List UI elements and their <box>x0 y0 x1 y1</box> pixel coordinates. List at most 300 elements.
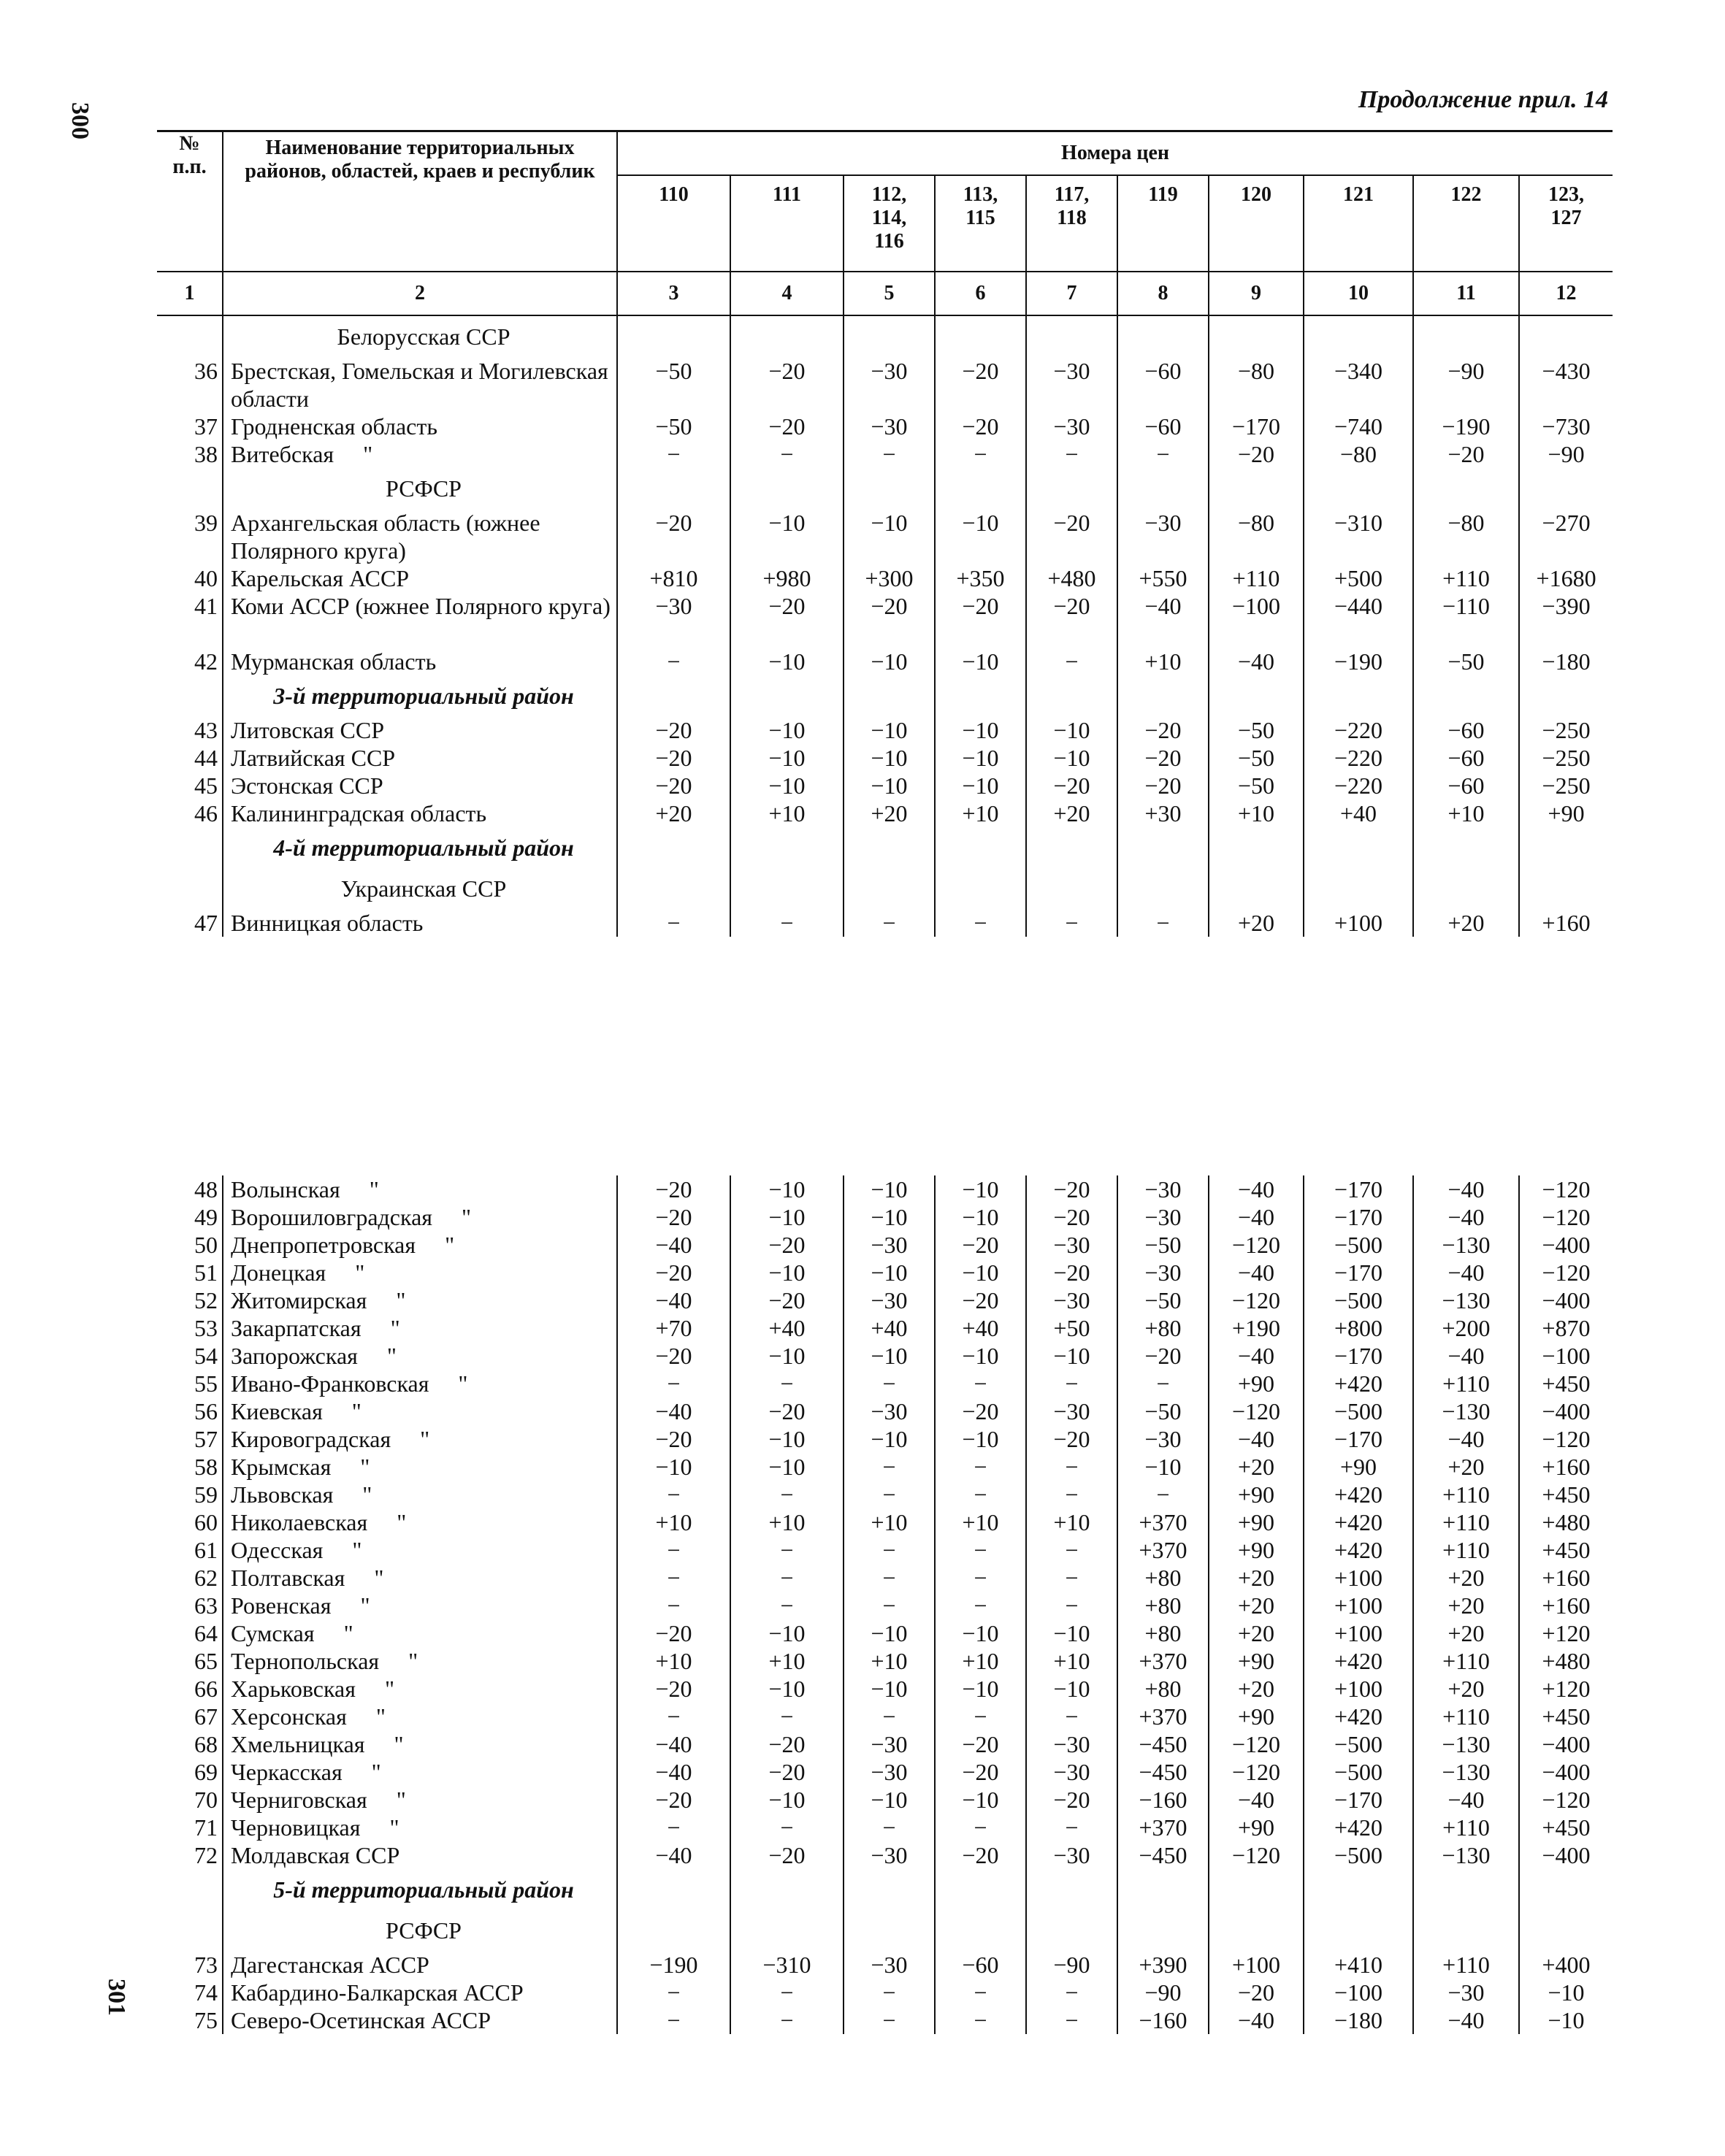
price-value: − <box>1026 1979 1117 2006</box>
price-value: +450 <box>1519 1703 1613 1730</box>
price-value: − <box>935 2006 1026 2034</box>
row-number: 40 <box>157 564 223 592</box>
price-table-top <box>157 130 1613 937</box>
price-value: −170 <box>1209 413 1304 440</box>
row-number: 42 <box>157 648 223 675</box>
price-value: +20 <box>1209 1564 1304 1592</box>
row-number: 72 <box>157 1841 223 1869</box>
price-value: − <box>1026 1564 1117 1592</box>
table-row <box>157 413 1613 440</box>
empty-cell <box>730 1869 844 1910</box>
region-name <box>223 1481 617 1508</box>
price-value: −10 <box>730 1342 844 1370</box>
price-value: +110 <box>1413 1481 1519 1508</box>
price-value: −30 <box>844 1397 935 1425</box>
row-number: 45 <box>157 772 223 799</box>
price-value: +160 <box>1519 1453 1613 1481</box>
empty-cell <box>844 315 935 357</box>
price-value: +370 <box>1117 1703 1209 1730</box>
price-value: −120 <box>1209 1397 1304 1425</box>
empty-cell <box>1209 315 1304 357</box>
price-value: −20 <box>1117 716 1209 744</box>
ditto-mark: " <box>386 1343 397 1369</box>
table-row <box>157 2006 1613 2034</box>
column-index-5: 5 <box>844 272 935 315</box>
price-value: −10 <box>935 1675 1026 1703</box>
price-value: −90 <box>1413 357 1519 413</box>
empty-cell <box>1026 1910 1117 1951</box>
header-price-col-6: 119 <box>1117 175 1209 272</box>
price-value: − <box>617 1814 730 1841</box>
row-number: 67 <box>157 1703 223 1730</box>
price-value: +400 <box>1519 1951 1613 1979</box>
price-value: +50 <box>1026 1314 1117 1342</box>
section-heading-row <box>157 675 1613 716</box>
price-value: +110 <box>1413 1951 1519 1979</box>
price-value: −20 <box>1117 744 1209 772</box>
price-value: − <box>844 1481 935 1508</box>
ditto-mark: " <box>375 1703 386 1730</box>
price-value: −400 <box>1519 1397 1613 1425</box>
price-value: −310 <box>730 1951 844 1979</box>
row-number: 66 <box>157 1675 223 1703</box>
price-value: −20 <box>1209 1979 1304 2006</box>
price-value: −20 <box>1026 1175 1117 1203</box>
header-name: Наименование территориальных районов, областей, краев и республик <box>223 131 617 272</box>
empty-cell <box>1026 868 1117 909</box>
region-name <box>223 1564 617 1592</box>
row-number: 74 <box>157 1979 223 2006</box>
empty-cell <box>1413 868 1519 909</box>
region-name <box>223 509 617 564</box>
region-name <box>223 440 617 468</box>
price-value: −40 <box>1413 1259 1519 1286</box>
header-price-col-10: 123, 127 <box>1519 175 1613 272</box>
price-value: +10 <box>935 1647 1026 1675</box>
price-value: − <box>617 440 730 468</box>
price-value: +110 <box>1413 1536 1519 1564</box>
price-value: − <box>1026 1703 1117 1730</box>
price-value: −20 <box>617 1425 730 1453</box>
price-value: +90 <box>1209 1481 1304 1508</box>
row-number: 48 <box>157 1175 223 1203</box>
ditto-mark: " <box>371 1759 381 1785</box>
price-value: +110 <box>1413 1647 1519 1675</box>
price-value: − <box>617 648 730 675</box>
price-value: −110 <box>1413 592 1519 648</box>
price-value: +80 <box>1117 1675 1209 1703</box>
row-number: 56 <box>157 1397 223 1425</box>
row-number: 44 <box>157 744 223 772</box>
row-number <box>157 315 223 357</box>
column-index-3: 3 <box>617 272 730 315</box>
price-value: −20 <box>935 1841 1026 1869</box>
price-value: − <box>1026 909 1117 937</box>
region-name <box>223 1259 617 1286</box>
empty-cell <box>844 1910 935 1951</box>
empty-cell <box>1519 827 1613 868</box>
price-value: − <box>617 1703 730 1730</box>
section-heading: РСФСР <box>223 1910 617 1951</box>
row-number: 68 <box>157 1730 223 1758</box>
price-value: −40 <box>617 1397 730 1425</box>
price-value: +10 <box>617 1508 730 1536</box>
price-value: − <box>935 1814 1026 1841</box>
price-value: +1680 <box>1519 564 1613 592</box>
price-value: −120 <box>1209 1730 1304 1758</box>
price-value: +100 <box>1304 1675 1413 1703</box>
price-value: −190 <box>617 1951 730 1979</box>
price-value: −50 <box>1117 1231 1209 1259</box>
ditto-mark: " <box>374 1565 384 1591</box>
region-name-text: Калининградская область <box>231 800 487 826</box>
row-number: 39 <box>157 509 223 564</box>
price-value: −10 <box>844 1619 935 1647</box>
region-name-text: Литовская ССР <box>231 717 384 743</box>
row-number: 53 <box>157 1314 223 1342</box>
price-value: −50 <box>617 357 730 413</box>
column-index-11: 11 <box>1413 272 1519 315</box>
region-name-text: Харьковская <box>231 1676 356 1702</box>
region-name <box>223 1453 617 1481</box>
price-value: −30 <box>1117 1203 1209 1231</box>
region-name-text: Эстонская ССР <box>231 772 383 799</box>
empty-cell <box>1026 468 1117 509</box>
price-value: − <box>1117 909 1209 937</box>
price-value: −10 <box>730 1619 844 1647</box>
price-value: −10 <box>844 1342 935 1370</box>
price-value: − <box>844 1370 935 1397</box>
price-value: −270 <box>1519 509 1613 564</box>
region-name-text: Сумская <box>231 1620 315 1646</box>
price-value: +480 <box>1519 1647 1613 1675</box>
empty-cell <box>1519 315 1613 357</box>
price-value: +420 <box>1304 1647 1413 1675</box>
price-value: −730 <box>1519 413 1613 440</box>
price-value: +90 <box>1519 799 1613 827</box>
header-price-col-7: 120 <box>1209 175 1304 272</box>
price-value: −30 <box>844 1758 935 1786</box>
price-value: −10 <box>844 1786 935 1814</box>
table-row <box>157 772 1613 799</box>
price-value: − <box>730 1564 844 1592</box>
price-value: −40 <box>1413 1425 1519 1453</box>
empty-cell <box>1304 675 1413 716</box>
region-name <box>223 799 617 827</box>
region-name-text: Волынская <box>231 1176 340 1202</box>
price-value: − <box>1117 1370 1209 1397</box>
price-value: − <box>844 1536 935 1564</box>
row-number: 71 <box>157 1814 223 1841</box>
table-row <box>157 1979 1613 2006</box>
region-name-text: Латвийская ССР <box>231 745 396 771</box>
price-value: −20 <box>935 1758 1026 1786</box>
price-value: −20 <box>730 1397 844 1425</box>
price-value: +480 <box>1519 1508 1613 1536</box>
table-row <box>157 592 1613 648</box>
table-row <box>157 1675 1613 1703</box>
region-name-text: Киевская <box>231 1398 323 1424</box>
row-number: 60 <box>157 1508 223 1536</box>
price-value: −10 <box>730 1675 844 1703</box>
price-value: +350 <box>935 564 1026 592</box>
price-value: +20 <box>1209 1619 1304 1647</box>
price-value: +40 <box>935 1314 1026 1342</box>
price-value: +20 <box>1209 909 1304 937</box>
price-value: −20 <box>617 1259 730 1286</box>
price-value: −100 <box>1519 1342 1613 1370</box>
ditto-mark: " <box>362 1481 372 1508</box>
price-value: − <box>730 440 844 468</box>
price-value: +390 <box>1117 1951 1209 1979</box>
ditto-mark: " <box>351 1398 362 1424</box>
price-value: −20 <box>935 1231 1026 1259</box>
region-name-text: Карельская АССР <box>231 565 410 591</box>
price-value: −10 <box>730 1453 844 1481</box>
price-value: − <box>617 1481 730 1508</box>
empty-cell <box>844 468 935 509</box>
price-value: −500 <box>1304 1730 1413 1758</box>
empty-cell <box>617 675 730 716</box>
section-heading: 4-й территориальный район <box>223 827 617 868</box>
section-heading: Белорусская ССР <box>223 315 617 357</box>
region-name <box>223 1786 617 1814</box>
price-value: −40 <box>1413 1175 1519 1203</box>
region-name <box>223 1758 617 1786</box>
table-row <box>157 1481 1613 1508</box>
price-table-bottom <box>157 1175 1613 2034</box>
price-value: −10 <box>1026 744 1117 772</box>
table-row <box>157 1951 1613 1979</box>
empty-cell <box>935 1869 1026 1910</box>
price-value: −160 <box>1117 2006 1209 2034</box>
price-value: +90 <box>1209 1370 1304 1397</box>
price-value: −10 <box>935 1203 1026 1231</box>
empty-cell <box>1413 827 1519 868</box>
column-index-8: 8 <box>1117 272 1209 315</box>
empty-cell <box>730 675 844 716</box>
price-value: +420 <box>1304 1370 1413 1397</box>
table-row <box>157 1342 1613 1370</box>
price-value: −180 <box>1519 648 1613 675</box>
price-value: −130 <box>1413 1730 1519 1758</box>
price-value: −10 <box>844 772 935 799</box>
price-value: −20 <box>617 509 730 564</box>
region-name <box>223 1203 617 1231</box>
price-value: − <box>617 2006 730 2034</box>
price-value: −130 <box>1413 1841 1519 1869</box>
table-body-top <box>157 315 1613 937</box>
ditto-mark: " <box>458 1370 468 1397</box>
region-name <box>223 648 617 675</box>
price-value: − <box>730 909 844 937</box>
region-name-text: Дагестанская АССР <box>231 1952 429 1978</box>
region-name-text: Кабардино-Балкарская АССР <box>231 1979 524 2006</box>
row-number <box>157 868 223 909</box>
header-prices: Номера цен <box>617 131 1613 176</box>
ditto-mark: " <box>408 1648 418 1674</box>
empty-cell <box>1413 1910 1519 1951</box>
price-value: +110 <box>1413 1508 1519 1536</box>
price-value: −450 <box>1117 1841 1209 1869</box>
price-value: −310 <box>1304 509 1413 564</box>
price-value: −10 <box>935 1175 1026 1203</box>
empty-cell <box>1209 1869 1304 1910</box>
empty-cell <box>1413 1869 1519 1910</box>
table-body-bottom <box>157 1175 1613 2034</box>
row-number: 47 <box>157 909 223 937</box>
price-value: +10 <box>730 1647 844 1675</box>
price-value: −10 <box>730 744 844 772</box>
price-value: −10 <box>935 1619 1026 1647</box>
region-name <box>223 1675 617 1703</box>
price-value: +450 <box>1519 1370 1613 1397</box>
price-value: −20 <box>730 413 844 440</box>
region-name <box>223 744 617 772</box>
row-number: 51 <box>157 1259 223 1286</box>
empty-cell <box>730 1910 844 1951</box>
price-value: +10 <box>730 1508 844 1536</box>
price-value: − <box>935 1703 1026 1730</box>
empty-cell <box>1026 827 1117 868</box>
empty-cell <box>617 468 730 509</box>
price-value: −40 <box>617 1730 730 1758</box>
region-name <box>223 1647 617 1675</box>
table-row <box>157 909 1613 937</box>
price-value: − <box>730 1536 844 1564</box>
price-value: +420 <box>1304 1703 1413 1730</box>
price-value: −20 <box>1026 1203 1117 1231</box>
header-price-col-4: 113, 115 <box>935 175 1026 272</box>
empty-cell <box>1117 315 1209 357</box>
empty-cell <box>1117 468 1209 509</box>
table-row <box>157 1647 1613 1675</box>
price-value: −10 <box>1026 716 1117 744</box>
price-value: − <box>617 909 730 937</box>
table-row <box>157 1397 1613 1425</box>
price-value: +10 <box>1117 648 1209 675</box>
table-row <box>157 648 1613 675</box>
empty-cell <box>935 675 1026 716</box>
row-number <box>157 827 223 868</box>
section-heading-row <box>157 315 1613 357</box>
region-name-text: Ровенская <box>231 1592 332 1619</box>
price-value: −430 <box>1519 357 1613 413</box>
empty-cell <box>730 315 844 357</box>
price-value: −250 <box>1519 744 1613 772</box>
price-value: +190 <box>1209 1314 1304 1342</box>
price-value: − <box>617 1592 730 1619</box>
price-value: − <box>1026 2006 1117 2034</box>
header-price-col-9: 122 <box>1413 175 1519 272</box>
price-value: −50 <box>1209 716 1304 744</box>
price-value: +20 <box>617 799 730 827</box>
price-value: − <box>1026 1814 1117 1841</box>
ditto-mark: " <box>445 1232 455 1258</box>
price-value: − <box>935 1979 1026 2006</box>
price-value: +300 <box>844 564 935 592</box>
row-number: 41 <box>157 592 223 648</box>
price-value: −40 <box>1209 2006 1304 2034</box>
price-value: −500 <box>1304 1286 1413 1314</box>
price-value: −500 <box>1304 1397 1413 1425</box>
price-value: − <box>617 1979 730 2006</box>
price-value: −20 <box>1413 440 1519 468</box>
table-row <box>157 744 1613 772</box>
price-value: −50 <box>1209 772 1304 799</box>
price-value: −20 <box>1026 1259 1117 1286</box>
row-number: 55 <box>157 1370 223 1397</box>
region-name <box>223 564 617 592</box>
price-value: − <box>935 440 1026 468</box>
empty-cell <box>1026 675 1117 716</box>
price-value: − <box>1026 1481 1117 1508</box>
price-value: −170 <box>1304 1259 1413 1286</box>
empty-cell <box>1026 1869 1117 1910</box>
region-name <box>223 357 617 413</box>
price-value: − <box>730 2006 844 2034</box>
price-value: −450 <box>1117 1730 1209 1758</box>
price-value: −10 <box>844 744 935 772</box>
price-value: −170 <box>1304 1175 1413 1203</box>
price-value: − <box>1026 648 1117 675</box>
price-value: −250 <box>1519 716 1613 744</box>
price-value: −10 <box>1519 1979 1613 2006</box>
price-value: +420 <box>1304 1508 1413 1536</box>
ditto-mark: " <box>384 1676 394 1702</box>
empty-cell <box>935 1910 1026 1951</box>
table-row <box>157 1703 1613 1730</box>
price-value: −170 <box>1304 1342 1413 1370</box>
price-value: −10 <box>935 1786 1026 1814</box>
price-value: −10 <box>935 1342 1026 1370</box>
price-value: −60 <box>1117 357 1209 413</box>
empty-cell <box>935 315 1026 357</box>
empty-cell <box>1304 1869 1413 1910</box>
price-value: −90 <box>1026 1951 1117 1979</box>
page-number-top: 300 <box>66 102 93 139</box>
region-name-text: Львовская <box>231 1481 334 1508</box>
price-value: −30 <box>1026 1397 1117 1425</box>
price-value: −180 <box>1304 2006 1413 2034</box>
region-name-text: Северо-Осетинская АССР <box>231 2007 492 2033</box>
table-row <box>157 1314 1613 1342</box>
price-value: +110 <box>1209 564 1304 592</box>
empty-cell <box>1413 468 1519 509</box>
price-value: −20 <box>935 1286 1026 1314</box>
price-value: −160 <box>1117 1786 1209 1814</box>
empty-cell <box>617 827 730 868</box>
price-value: −40 <box>1413 2006 1519 2034</box>
region-name <box>223 1231 617 1259</box>
section-heading: 3-й территориальный район <box>223 675 617 716</box>
section-heading: 5-й территориальный район <box>223 1869 617 1910</box>
price-value: −20 <box>617 1203 730 1231</box>
price-value: −30 <box>1117 509 1209 564</box>
price-value: −80 <box>1209 509 1304 564</box>
price-value: −10 <box>844 716 935 744</box>
price-value: −450 <box>1117 1758 1209 1786</box>
price-value: − <box>1026 1370 1117 1397</box>
table-row <box>157 1175 1613 1203</box>
table-row <box>157 1259 1613 1286</box>
region-name <box>223 1703 617 1730</box>
price-value: −20 <box>617 1175 730 1203</box>
empty-cell <box>1209 868 1304 909</box>
price-value: −30 <box>1026 1841 1117 1869</box>
region-name-text: Черновицкая <box>231 1814 361 1841</box>
empty-cell <box>1117 868 1209 909</box>
